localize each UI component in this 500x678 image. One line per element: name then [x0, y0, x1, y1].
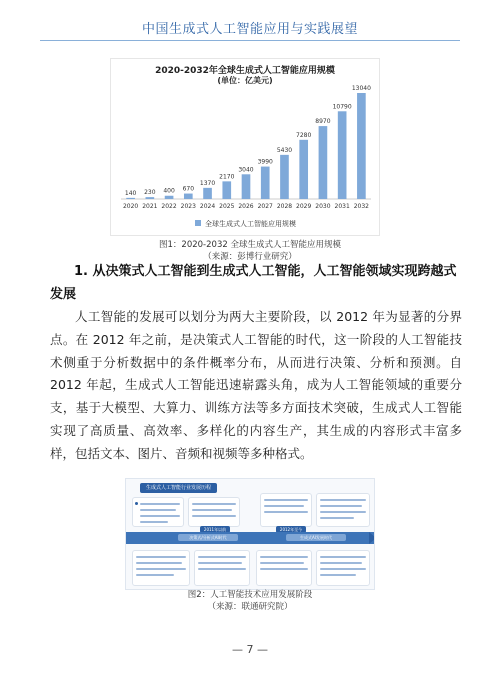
- bar-2021: [146, 197, 155, 199]
- timeline-card-top-2: [188, 497, 240, 527]
- bar-2026: [242, 174, 251, 199]
- data-label-2020: 140: [124, 189, 137, 197]
- bar-chart: [110, 58, 380, 236]
- data-label-2029: 7280: [296, 131, 312, 139]
- timeline-card-top-1: [132, 497, 184, 527]
- data-label-2032: 13040: [351, 85, 371, 92]
- band-label-1: 决策式/分析式AI时代: [178, 534, 238, 541]
- data-label-2022: 400: [163, 187, 175, 195]
- x-tick-2032: 2032: [353, 203, 370, 210]
- data-label-2025: 2170: [219, 173, 235, 181]
- x-tick-2030: 2030: [315, 203, 331, 210]
- data-label-2021: 230: [144, 189, 156, 197]
- body-paragraph: 人工智能的发展可以划分为两大主要阶段，以 2012 年为显著的分界点。在 2012 年之前，是决策式人工智能的时代，这一阶段的人工智能技术侧重于分析数据中的条件概率分布，从而进行决策、分析和预测。自 2012 年起，生成式人工智能迅速崭露头角，成为人工智能领域的重要分支，基于大模型、大算力、训练方法等多方面技术突破，生成式人工智能实现了高质量、高效率、多样化的内容生产，其生成的内容形式丰富多样，包括文本、图片、音频和视频等多种格式。: [50, 309, 462, 461]
- page-number: — 7 —: [232, 643, 268, 656]
- legend-label: 全球生成式人工智能应用规模: [205, 220, 296, 228]
- bar-2027: [261, 167, 270, 199]
- x-tick-2026: 2026: [238, 203, 254, 210]
- data-label-2023: 670: [182, 185, 195, 193]
- section-heading: 1. 从决策式人工智能到生成式人工智能，人工智能领域实现跨越式发展: [50, 264, 457, 302]
- x-tick-2022: 2022: [161, 203, 177, 210]
- bar-2022: [165, 196, 174, 199]
- header-title: 中国生成式人工智能应用与实践展望: [141, 22, 358, 37]
- chart-legend: [195, 219, 296, 228]
- x-tick-2024: 2024: [199, 203, 216, 210]
- chart-title: 2020-2032年全球生成式人工智能应用规模: [155, 66, 335, 76]
- bar-2023: [184, 194, 193, 199]
- x-tick-2028: 2028: [276, 203, 293, 210]
- chart-plot: [111, 59, 381, 237]
- bar-2024: [203, 188, 212, 199]
- data-label-2028: 5430: [276, 146, 293, 154]
- bar-2031: [338, 111, 347, 199]
- x-tick-2031: 2031: [334, 203, 350, 210]
- legend-swatch: [195, 220, 201, 226]
- bar-2025: [222, 181, 231, 199]
- x-tick-2027: 2027: [257, 203, 273, 210]
- figure1-caption: [0, 238, 500, 262]
- band-label-2: 生成式AI发展时代: [286, 534, 346, 541]
- chart-subtitle: (单位：亿美元): [217, 76, 273, 85]
- stage-label-2: 2012年至今: [276, 526, 306, 533]
- data-label-2030: 8970: [315, 118, 331, 126]
- figure1-caption-line1: 图1：2020-2032 全球生成式人工智能应用规模: [159, 240, 341, 250]
- bar-2029: [299, 140, 308, 199]
- bar-2020: [126, 198, 135, 199]
- x-tick-2023: 2023: [180, 203, 196, 210]
- data-label-2031: 10790: [332, 103, 352, 111]
- x-tick-2021: 2021: [142, 203, 158, 210]
- figure2-caption-line2: （来源：联通研究院）: [207, 602, 293, 612]
- stage-label-1: 2011年以前: [200, 526, 230, 533]
- bar-2030: [319, 126, 328, 199]
- header-rule: [40, 40, 460, 41]
- data-label-2026: 3040: [238, 166, 254, 174]
- figure1-caption-line2: （来源：彭博行业研究）: [203, 252, 297, 262]
- bar-2028: [280, 155, 289, 199]
- data-label-2024: 1370: [199, 179, 216, 187]
- data-label-2027: 3990: [257, 158, 273, 166]
- x-tick-2025: 2025: [219, 203, 235, 210]
- x-tick-2029: 2029: [296, 203, 312, 210]
- page-header: [0, 0, 500, 44]
- development-timeline-figure: [125, 478, 375, 590]
- x-tick-2020: 2020: [122, 203, 139, 210]
- bar-2032: [357, 93, 366, 199]
- figure2-caption-line1: 图2：人工智能技术应用发展阶段: [187, 590, 313, 600]
- figure2-caption: [0, 588, 500, 612]
- timeline-arrow-icon: [369, 532, 375, 544]
- timeline-title: 生成式人工智能行业发展历程: [140, 483, 217, 493]
